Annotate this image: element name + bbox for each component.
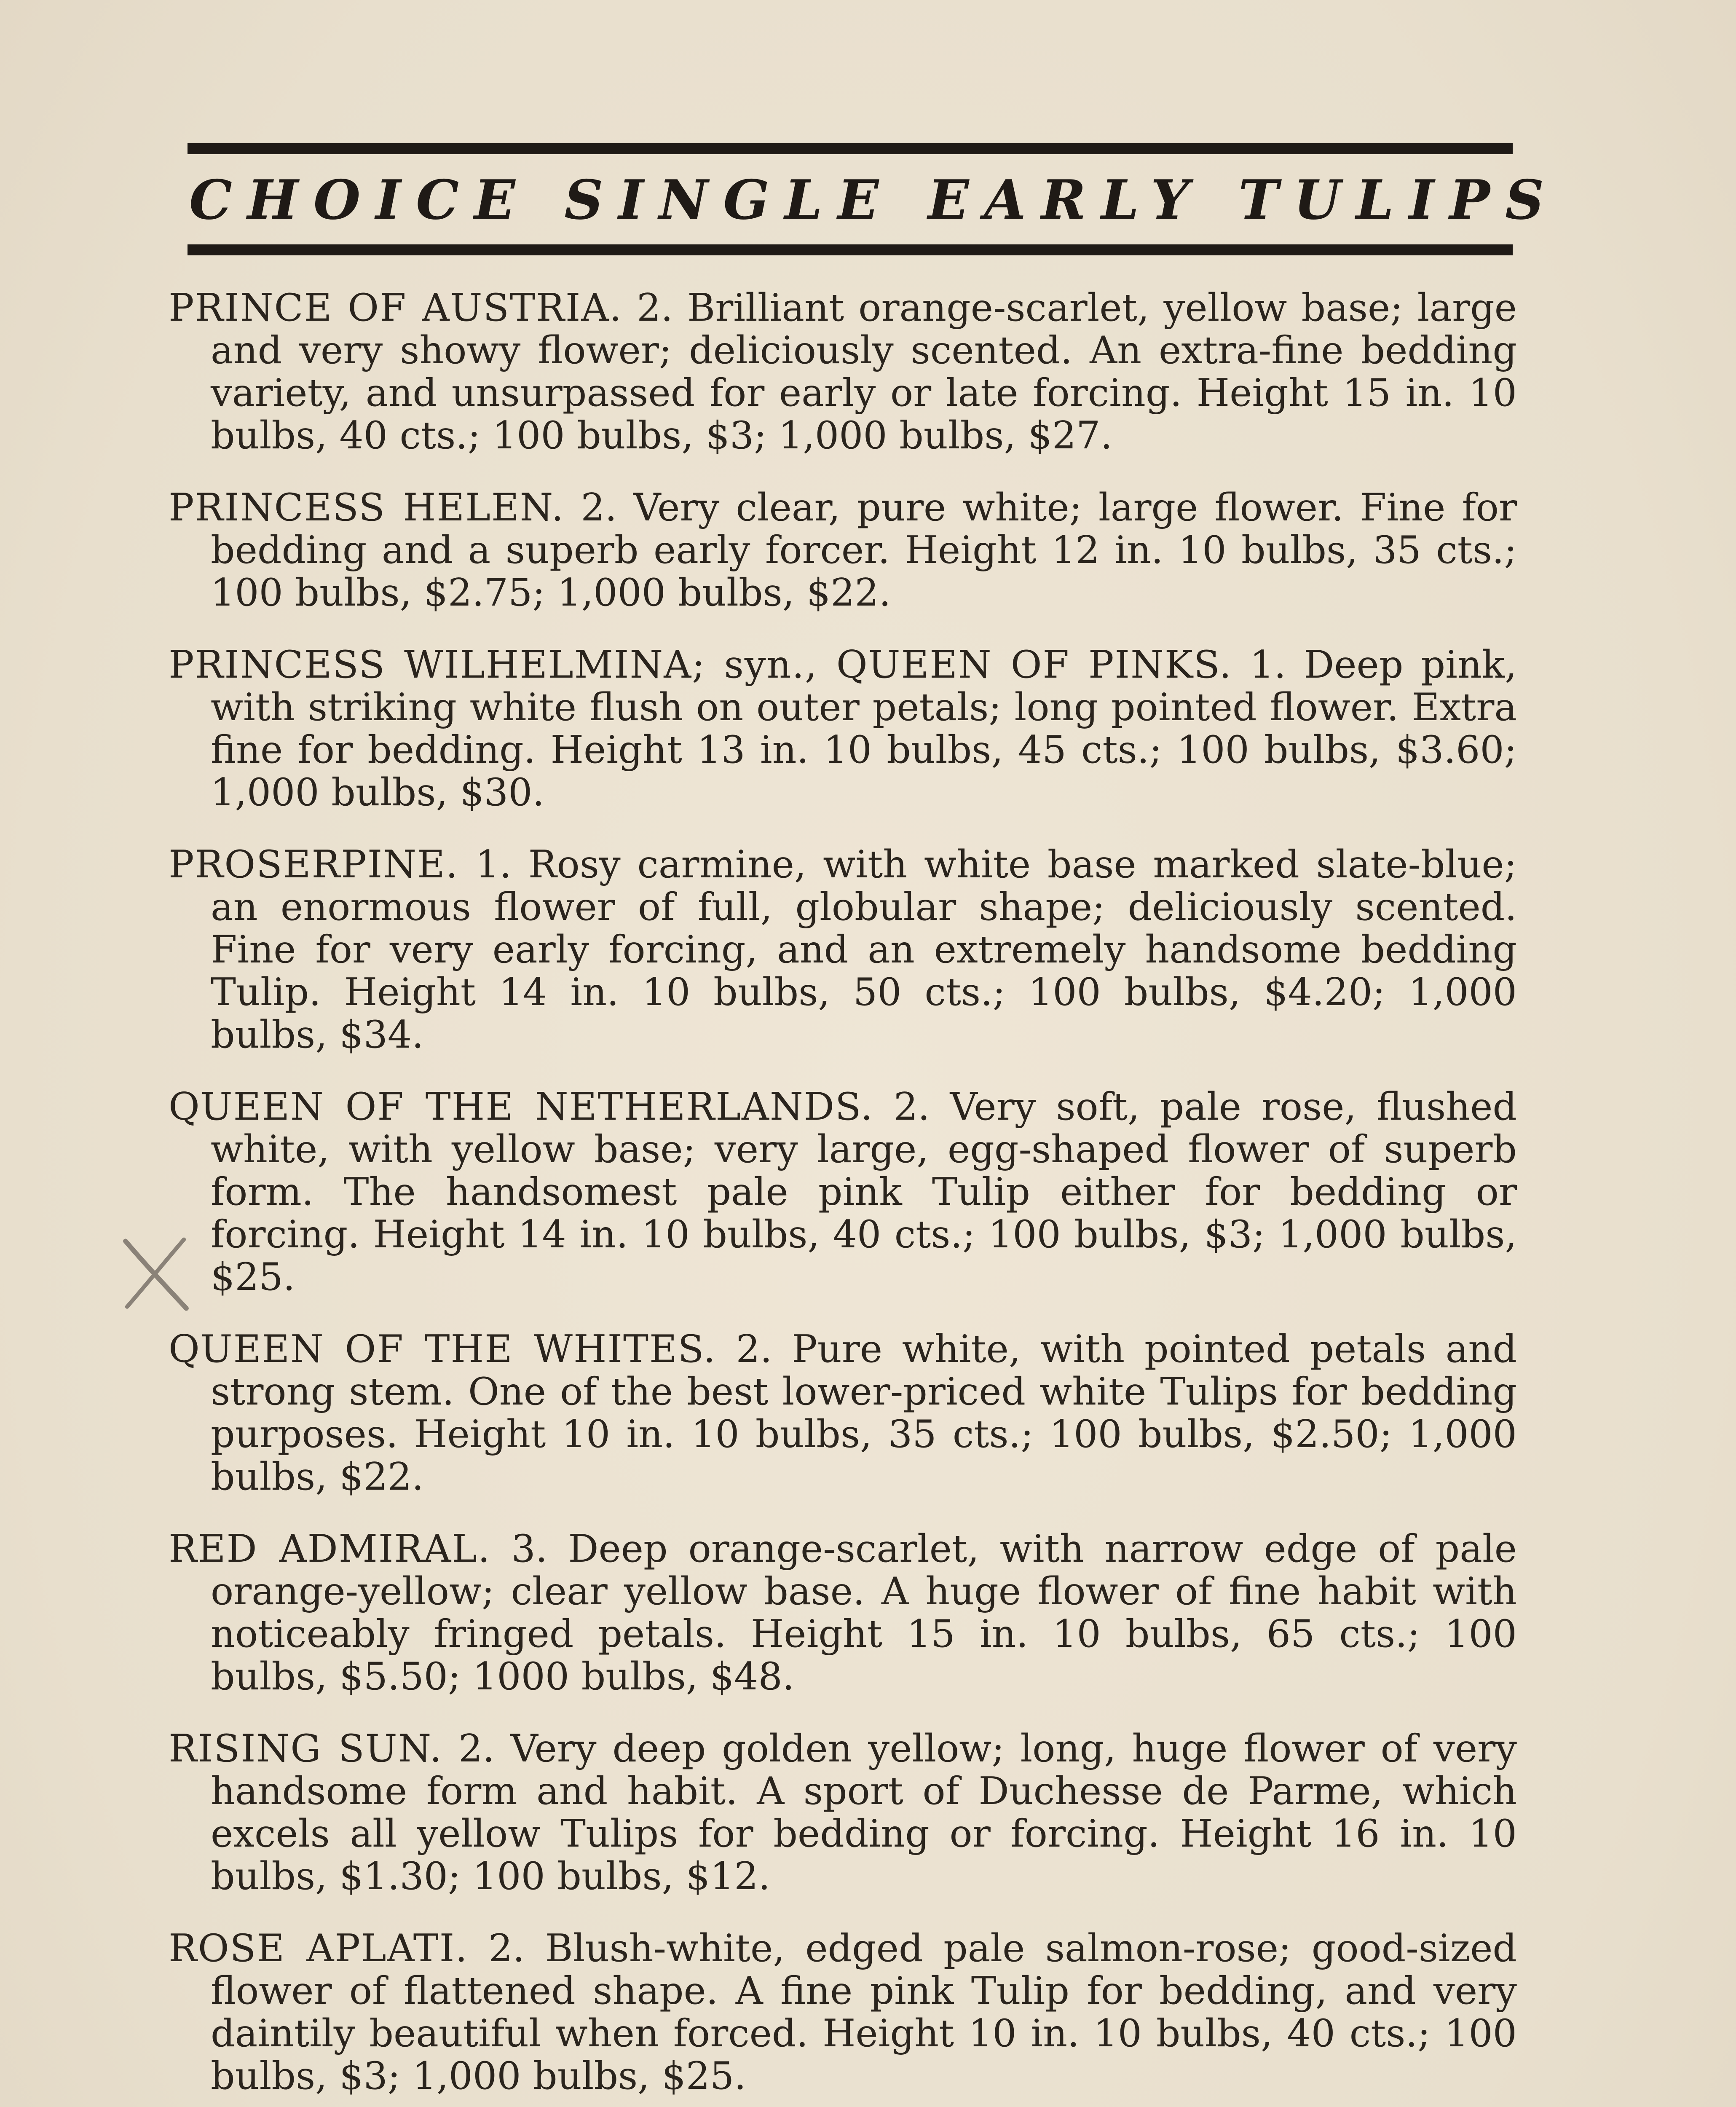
list-item bbox=[169, 486, 1517, 614]
list-item bbox=[169, 843, 1517, 1056]
list-item bbox=[169, 643, 1517, 814]
variety-name: PRINCESS HELEN. bbox=[169, 485, 565, 530]
variety-name: ROSE APLATI. bbox=[169, 1926, 468, 1970]
variety-description: 2. Very clear, pure white; large flower. Fine for bedding and a superb early forcer. Height 12 in. 10 bulbs, 35 cts.; 100 bulbs, $2.75; 1,000 bulbs, $22. bbox=[211, 485, 1517, 615]
page-title: CHOICE SINGLE EARLY TULIPS bbox=[189, 169, 1559, 232]
variety-name: PRINCE OF AUSTRIA. bbox=[169, 286, 623, 330]
variety-description: 3. Deep orange-scarlet, with narrow edge of pale orange-yellow; clear yellow base. A huge flower of fine habit with noticeably fringed petals. Height 15 in. 10 bulbs, 65 cts.; 100 bulbs, $5.50; 1000 bulbs, $48. bbox=[211, 1527, 1517, 1699]
variety-description: 2. Blush-white, edged pale salmon-rose; good-sized flower of flattened shape. A fine pink Tulip for bedding, and very daintily beautiful when forced. Height 10 in. 10 bulbs, 40 cts.; 100 bulbs, $3; 1,000 bulbs, $25. bbox=[211, 1926, 1517, 2098]
variety-name: RISING SUN. bbox=[169, 1726, 443, 1771]
list-item bbox=[169, 1727, 1517, 1898]
variety-name: PROSERPINE. bbox=[169, 842, 459, 887]
variety-description: 2. Brilliant orange-scarlet, yellow base; large and very showy flower; deliciously scented. An extra-fine bedding variety, and unsurpassed for early or late forcing. Height 15 in. 10 bulbs, 40 cts.; 100 bulbs, $3; 1,000 bulbs, $27. bbox=[211, 286, 1517, 458]
variety-name: RED ADMIRAL. bbox=[169, 1527, 491, 1571]
variety-name: QUEEN OF THE NETHERLANDS. bbox=[169, 1085, 873, 1129]
list-item bbox=[169, 1528, 1517, 1698]
variety-name: QUEEN OF THE WHITES. bbox=[169, 1327, 716, 1371]
list-item bbox=[169, 1328, 1517, 1498]
variety-description: 1. Deep pink, with striking white flush on outer petals; long pointed flower. Extra fine for bedding. Height 13 in. 10 bulbs, 45 cts.; 100 bulbs, $3.60; 1,000 bulbs, $30. bbox=[211, 643, 1517, 815]
list-item bbox=[169, 287, 1517, 457]
variety-description: 1. Rosy carmine, with white base marked slate-blue; an enormous flower of full, globular shape; deliciously scented. Fine for very early forcing, and an extremely handsome bedding Tulip. Height 14 in. 10 bulbs, 50 cts.; 100 bulbs, $4.20; 1,000 bulbs, $34. bbox=[211, 842, 1517, 1057]
tulip-list bbox=[169, 287, 1517, 2107]
list-item bbox=[169, 1927, 1517, 2097]
header-rule-bottom bbox=[188, 244, 1513, 255]
variety-description: 2. Pure white, with pointed petals and strong stem. One of the best lower-priced white Tulips for bedding purposes. Height 10 in. 10 bulbs, 35 cts.; 100 bulbs, $2.50; 1,000 bulbs, $22. bbox=[211, 1327, 1517, 1499]
variety-description: 2. Very deep golden yellow; long, huge flower of very handsome form and habit. A sport of Duchesse de Parme, which excels all yellow Tulips for bedding or forcing. Height 16 in. 10 bulbs, $1.30; 100 bulbs, $12. bbox=[211, 1726, 1517, 1898]
list-item bbox=[169, 1086, 1517, 1298]
page-header bbox=[188, 143, 1559, 255]
variety-description: 2. Very soft, pale rose, flushed white, with yellow base; very large, egg-shaped flower of superb form. The handsomest pale pink Tulip either for bedding or forcing. Height 14 in. 10 bulbs, 40 cts.; 100 bulbs, $3; 1,000 bulbs, $25. bbox=[211, 1085, 1517, 1299]
header-rule-top bbox=[188, 143, 1513, 154]
variety-name: PRINCESS WILHELMINA; syn., QUEEN OF PINKS. bbox=[169, 643, 1232, 687]
